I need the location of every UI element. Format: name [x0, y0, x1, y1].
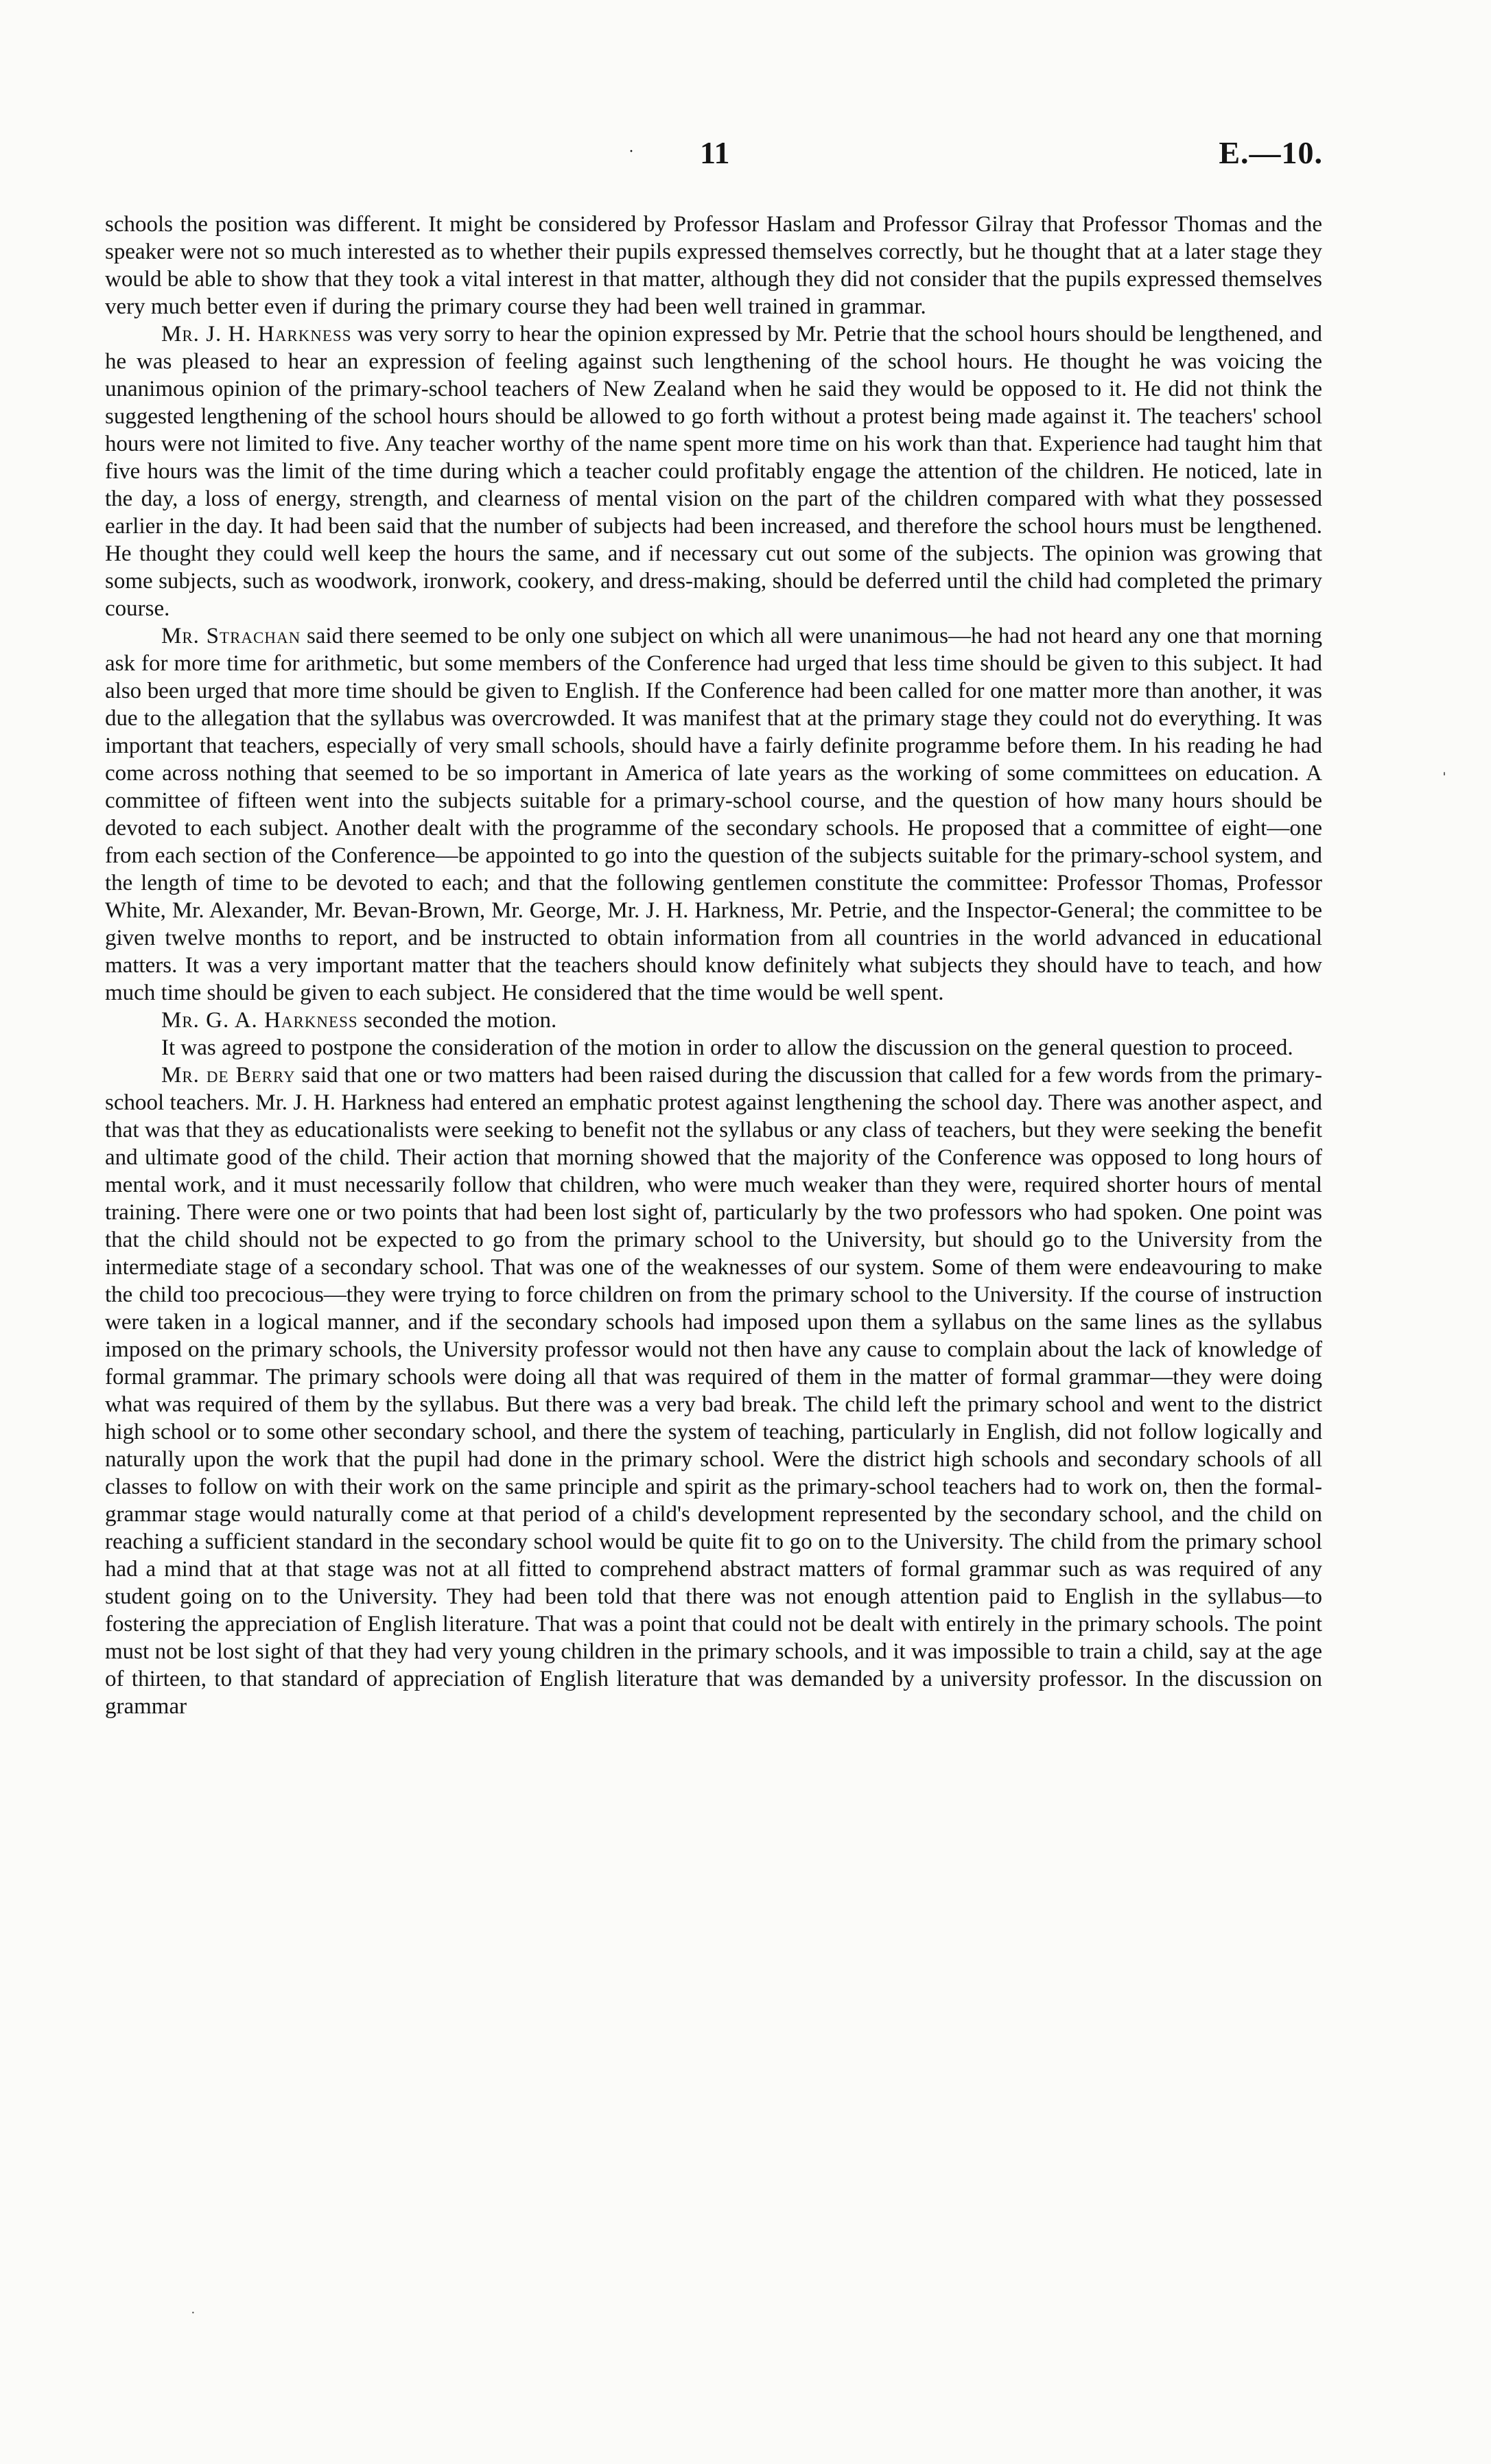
speaker-name: Mr. G. A. Harkness — [161, 1008, 358, 1033]
paragraph-4 — [105, 1007, 1322, 1034]
speaker-name: Mr. Strachan — [161, 624, 301, 648]
header-dot-mark: · — [629, 143, 634, 161]
paragraph-3-text: said there seemed to be only one subject on which all were unanimous—he had not heard any one that morning ask for more time for arithmetic, but some members of the Conference had urged that less time should be given to this subject. It had also been urged that more time should be given to English. If the Conference had been called for one matter more than another, it was due to the allegation that the syllabus was overcrowded. It was manifest that at the primary stage they could not do everything. It was important that teachers, especially of very small schools, should have a fairly definite programme before them. In his reading he had come across nothing that seemed to be so important in America of late years as the working of some committees on education. A committee of fifteen went into the subjects suitable for a primary-school course, and the question of how many hours should be devoted to each subject. Another dealt with the programme of the secondary schools. He proposed that a committee of eight—one from each section of the Conference—be appointed to go into the question of the subjects suitable for the primary-school system, and the length of time to be devoted to each; and that the following gentlemen constitute the committee: Professor Thomas, Professor White, Mr. Alexander, Mr. Bevan-Brown, Mr. George, Mr. J. H. Harkness, Mr. Petrie, and the Inspector-General; the committee to be given twelve months to report, and be instructed to obtain information from all countries in the world advanced in educational matters. It was a very important matter that the teachers should know definitely what subjects they should have to teach, and how much time should be given to each subject. He considered that the time would be well spent. — [105, 624, 1322, 1005]
page-number: 11 — [700, 135, 730, 170]
paragraph-6-text: said that one or two matters had been raised during the discussion that called for a few words from the primary-school teachers. Mr. J. H. Harkness had entered an emphatic protest against lengthening the school day. There was another aspect, and that was that they as educationalists were seeking to benefit not the syllabus or any class of teachers, but they were seeking the benefit and ultimate good of the child. Their action that morning showed that the majority of the Conference was opposed to long hours of mental work, and it must necessarily follow that children, who were much weaker than they were, required shorter hours of mental training. There were one or two points that had been lost sight of, particularly by the two professors who had spoken. One point was that the child should not be expected to go from the primary school to the University, but should go to the University from the intermediate stage of a secondary school. That was one of the weaknesses of our system. Some of them were endeavouring to make the child too precocious—they were trying to force children on from the primary school to the University. If the course of instruction were taken in a logical manner, and if the secondary schools had imposed upon them a syllabus on the same lines as the syllabus imposed on the primary schools, the University professor would not then have any cause to complain about the lack of knowledge of formal grammar. The primary schools were doing all that was required of them in the matter of formal grammar—they were doing what was required of them by the syllabus. But there was a very bad break. The child left the primary school and went to the district high school or to some other secondary school, and there the system of teaching, particularly in English, did not follow logically and naturally upon the work that the pupil had done in the primary school. Were the district high schools and secondary schools of all classes to follow on with their work on the same principle and spirit as the primary-school teachers had to work on, then the formal-grammar stage would naturally come at that period of a child's development represented by the secondary school, and the child on reaching a sufficient standard in the secondary school would be quite fit to go on to the University. The child from the primary school had a mind that at that stage was not at all fitted to comprehend abstract matters of formal grammar such as was required of any student going on to the University. They had been told that there was not enough attention paid to English in the syllabus—to fostering the appreciation of English literature. That was a point that could not be dealt with entirely in the primary schools. The point must not be lost sight of that they had very young children in the primary schools, and it was impossible to train a child, say at the age of thirteen, to that standard of appreciation of English literature that was demanded by a university professor. In the discussion on grammar — [105, 1063, 1322, 1719]
paragraph-1 — [105, 211, 1322, 320]
paragraph-2-text: was very sorry to hear the opinion expressed by Mr. Petrie that the school hours should be lengthened, and he was pleased to hear an expression of feeling against such lengthening of the school hours. He thought he was voicing the unanimous opinion of the primary-school teachers of New Zealand when he said they would be opposed to it. He did not think the suggested lengthening of the school hours should be allowed to go forth without a protest being made against it. The teachers' school hours were not limited to five. Any teacher worthy of the name spent more time on his work than that. Experience had taught him that five hours was the limit of the time during which a teacher could profitably engage the attention of the children. He noticed, late in the day, a loss of energy, strength, and clearness of mental vision on the part of the children compared with what they possessed earlier in the day. It had been said that the number of subjects had been increased, and therefore the school hours must be lengthened. He thought they could well keep the hours the same, and if necessary cut out some of the subjects. The opinion was growing that some subjects, such as woodwork, ironwork, cookery, and dress-making, should be deferred until the child had completed the primary course. — [105, 322, 1322, 621]
footer-dot-mark: · — [191, 2305, 196, 2321]
paragraph-5 — [105, 1034, 1322, 1061]
speaker-name: Mr. J. H. Harkness — [161, 322, 352, 347]
body-text — [105, 211, 1322, 1720]
speaker-name: Mr. de Berry — [161, 1063, 296, 1088]
paragraph-1-text: schools the position was different. It might be considered by Professor Haslam and Professor Gilray that Professor Thomas and the speaker were not so much interested as to whether their pupils expressed themselves correctly, but he thought that at a later stage they would be able to show that they took a vital interest in that matter, although they did not consider that the pupils expressed themselves very much better even if during the primary course they had been well trained in grammar. — [105, 212, 1322, 319]
document-reference: E.—10. — [1219, 135, 1323, 170]
paragraph-4-text: seconded the motion. — [357, 1008, 557, 1033]
margin-mark: ˈ — [1441, 768, 1448, 791]
paragraph-3 — [105, 622, 1322, 1007]
paragraph-5-text: It was agreed to postpone the consideration of the motion in order to allow the discussion on the general question to proceed. — [161, 1035, 1293, 1060]
paragraph-6 — [105, 1061, 1322, 1720]
paragraph-2 — [105, 320, 1322, 622]
